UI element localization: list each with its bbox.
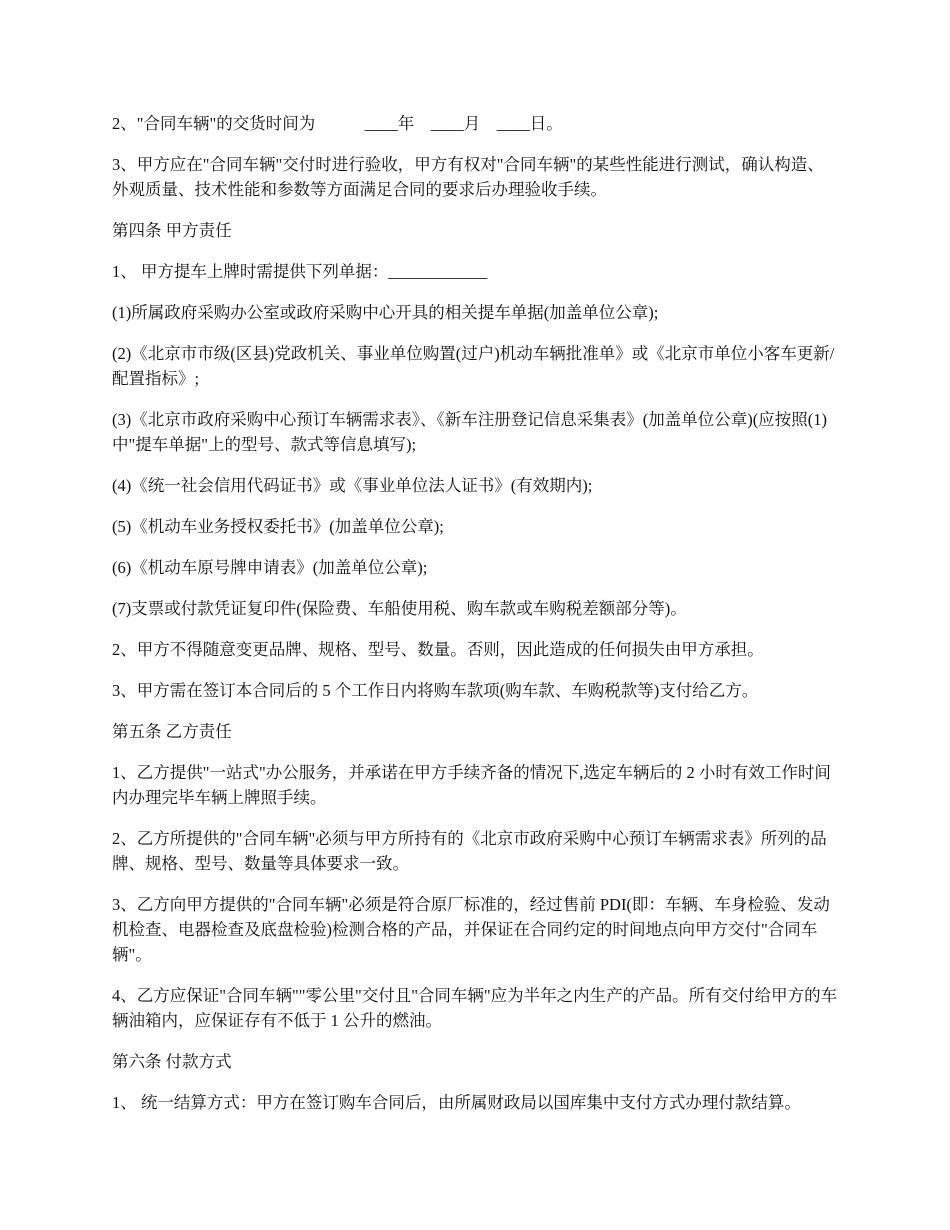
clause-pdi-inspection: 3、乙方向甲方提供的"合同车辆"必须是符合原厂标准的，经过售前 PDI(即：车辆、车身检验、发动机检查、电器检查及底盘检验)检测合格的产品，并保证在合同约定的时间地点向甲方交付"合同车辆"。 — [112, 895, 830, 964]
clause-zero-mileage: 4、乙方应保证"合同车辆""零公里"交付且"合同车辆"应为半年之内生产的产品。所有交付给甲方的车辆油箱内，应保证存有不低于 1 公升的燃油。 — [112, 986, 838, 1030]
clause-vehicle-consistency: 2、乙方所提供的"合同车辆"必须与甲方所持有的《北京市政府采购中心预订车辆需求表》所列的品牌、规格、型号、数量等具体要求一致。 — [112, 829, 827, 873]
clause-settlement-method: 1、 统一结算方式：甲方在签订购车合同后，由所属财政局以国库集中支付方式办理付款结算。 — [112, 1093, 801, 1112]
list-item-document-2: (2)《北京市市级(区县)党政机关、事业单位购置(过户)机动车辆批准单》或《北京市单位小客车更新/配置指标》; — [112, 344, 835, 388]
list-item-document-7: (7)支票或付款凭证复印件(保险费、车船使用税、购车款或车购税差额部分等)。 — [112, 599, 687, 618]
clause-party-a-documents: 1、 甲方提车上牌时需提供下列单据：____________ — [112, 262, 488, 281]
clause-payment-deadline: 3、甲方需在签订本合同后的 5 个工作日内将购车款项(购车款、车购税款等)支付给乙方。 — [112, 681, 759, 700]
section-heading-party-b: 第五条 乙方责任 — [112, 722, 232, 741]
clause-no-changes: 2、甲方不得随意变更品牌、规格、型号、数量。否则，因此造成的任何损失由甲方承担。 — [112, 640, 764, 659]
document-page — [112, 111, 840, 1131]
section-heading-party-a: 第四条 甲方责任 — [112, 221, 232, 240]
list-item-document-6: (6)《机动车原号牌申请表》(加盖单位公章); — [112, 558, 428, 577]
clause-delivery-time: 2、"合同车辆"的交货时间为 ____年 ____月 ____日。 — [112, 114, 563, 133]
list-item-document-4: (4)《统一社会信用代码证书》或《事业单位法人证书》(有效期内); — [112, 476, 593, 495]
section-heading-payment: 第六条 付款方式 — [112, 1052, 232, 1071]
list-item-document-3: (3)《北京市政府采购中心预订车辆需求表》、《新车注册登记信息采集表》(加盖单位公章)(应按照(1)中"提车单据"上的型号、款式等信息填写); — [112, 410, 827, 454]
clause-acceptance: 3、甲方应在"合同车辆"交付时进行验收，甲方有权对"合同车辆"的某些性能进行测试，确认构造、外观质量、技术性能和参数等方面满足合同的要求后办理验收手续。 — [112, 155, 824, 199]
list-item-document-5: (5)《机动车业务授权委托书》(加盖单位公章); — [112, 517, 444, 536]
list-item-document-1: (1)所属政府采购办公室或政府采购中心开具的相关提车单据(加盖单位公章); — [112, 303, 659, 322]
clause-one-stop-service: 1、乙方提供"一站式"办公服务，并承诺在甲方手续齐备的情况下,选定车辆后的 2 小时有效工作时间内办理完毕车辆上牌照手续。 — [112, 763, 831, 807]
